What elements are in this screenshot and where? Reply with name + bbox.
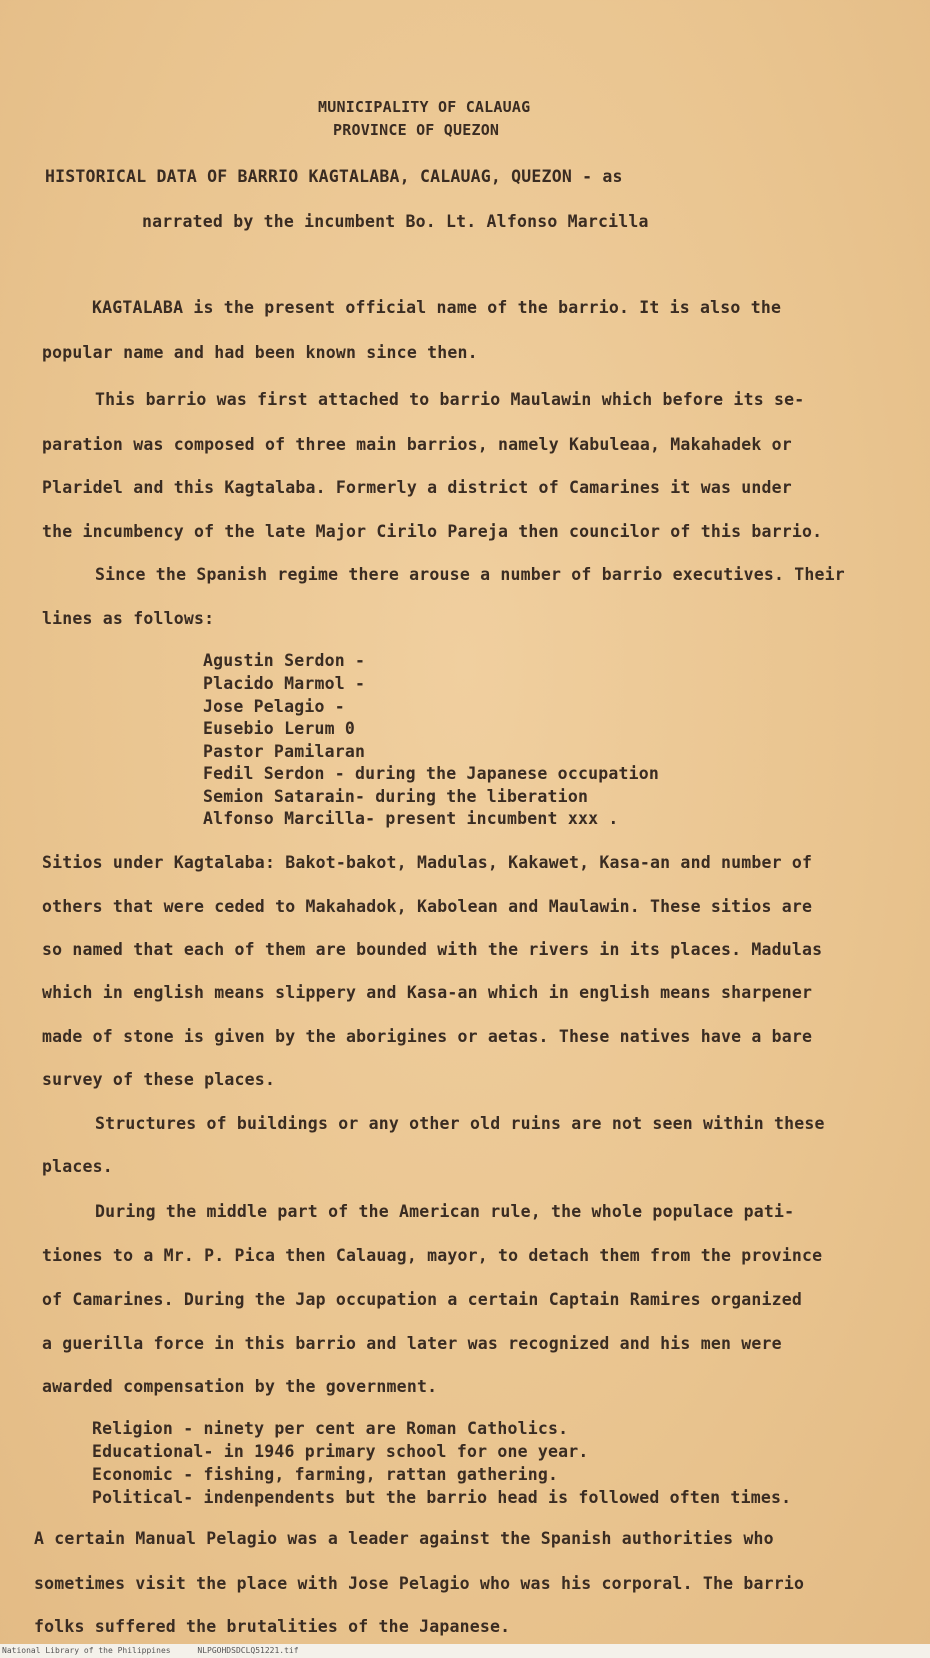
executive-item: Eusebio Lerum 0 xyxy=(203,719,356,738)
paragraph-line: Structures of buildings or any other old ruins are not seen within these xyxy=(95,1114,825,1133)
executive-item: Semion Satarain- during the liberation xyxy=(203,787,589,806)
footer-library: National Library of the Philippines xyxy=(2,1646,171,1655)
paragraph-line: Plaridel and this Kagtalaba. Formerly a district of Camarines it was under xyxy=(42,478,792,497)
executive-item: Placido Marmol - xyxy=(203,674,366,693)
paragraph-line: a guerilla force in this barrio and later was recognized and his men were xyxy=(42,1334,782,1353)
executive-item: Jose Pelagio - xyxy=(203,697,345,716)
paragraph-line: Sitios under Kagtalaba: Bakot-bakot, Madulas, Kakawet, Kasa-an and number of xyxy=(42,853,813,872)
paragraph-line: the incumbency of the late Major Cirilo Pareja then councilor of this barrio. xyxy=(42,522,823,541)
executive-item: Agustin Serdon - xyxy=(203,651,366,670)
paragraph-line: tiones to a Mr. P. Pica then Calauag, mayor, to detach them from the province xyxy=(42,1246,823,1265)
header-province: PROVINCE OF QUEZON xyxy=(333,121,500,139)
paragraph-line: awarded compensation by the government. xyxy=(42,1377,438,1396)
paragraph-line: made of stone is given by the aborigines or aetas. These natives have a bare xyxy=(42,1027,813,1046)
note-item: Religion - ninety per cent are Roman Catholics. xyxy=(92,1419,569,1438)
paragraph-line: so named that each of them are bounded with the rivers in its places. Madulas xyxy=(42,940,823,959)
paragraph-line: KAGTALABA is the present official name of the barrio. It is also the xyxy=(92,298,782,317)
paragraph-line: others that were ceded to Makahadok, Kabolean and Maulawin. These sitios are xyxy=(42,897,813,916)
paragraph-line: sometimes visit the place with Jose Pelagio who was his corporal. The barrio xyxy=(34,1574,805,1593)
paragraph-line: This barrio was first attached to barrio Maulawin which before its se- xyxy=(95,390,805,409)
document-title: HISTORICAL DATA OF BARRIO KAGTALABA, CALAUAG, QUEZON - as xyxy=(45,167,623,186)
note-item: Educational- in 1946 primary school for one year. xyxy=(92,1442,589,1461)
scan-footer xyxy=(0,1644,930,1658)
executive-item: Fedil Serdon - during the Japanese occupation xyxy=(203,764,660,783)
paragraph-line: popular name and had been known since then. xyxy=(42,343,478,362)
paragraph-line: of Camarines. During the Jap occupation a certain Captain Ramires organized xyxy=(42,1290,803,1309)
executive-item: Pastor Pamilaran xyxy=(203,742,366,761)
paragraph-line: A certain Manual Pelagio was a leader against the Spanish authorities who xyxy=(34,1529,774,1548)
footer-filename: NLPGOHDSDCLQ51221.tif xyxy=(197,1646,299,1655)
document-subtitle: narrated by the incumbent Bo. Lt. Alfonso Marcilla xyxy=(142,212,649,231)
paragraph-line: folks suffered the brutalities of the Japanese. xyxy=(34,1617,511,1636)
note-item: Economic - fishing, farming, rattan gathering. xyxy=(92,1465,559,1484)
paragraph-line: lines as follows: xyxy=(42,609,215,628)
paragraph-line: places. xyxy=(42,1157,113,1176)
paragraph-line: During the middle part of the American rule, the whole populace pati- xyxy=(95,1202,795,1221)
paragraph-line: paration was composed of three main barrios, namely Kabuleaa, Makahadek or xyxy=(42,435,792,454)
note-item: Political- indenpendents but the barrio head is followed often times. xyxy=(92,1488,792,1507)
header-municipality: MUNICIPALITY OF CALAUAG xyxy=(318,98,531,116)
paragraph-line: survey of these places. xyxy=(42,1070,276,1089)
executive-item: Alfonso Marcilla- present incumbent xxx . xyxy=(203,809,619,828)
paragraph-line: Since the Spanish regime there arouse a number of barrio executives. Their xyxy=(95,565,845,584)
paragraph-line: which in english means slippery and Kasa-an which in english means sharpener xyxy=(42,983,813,1002)
